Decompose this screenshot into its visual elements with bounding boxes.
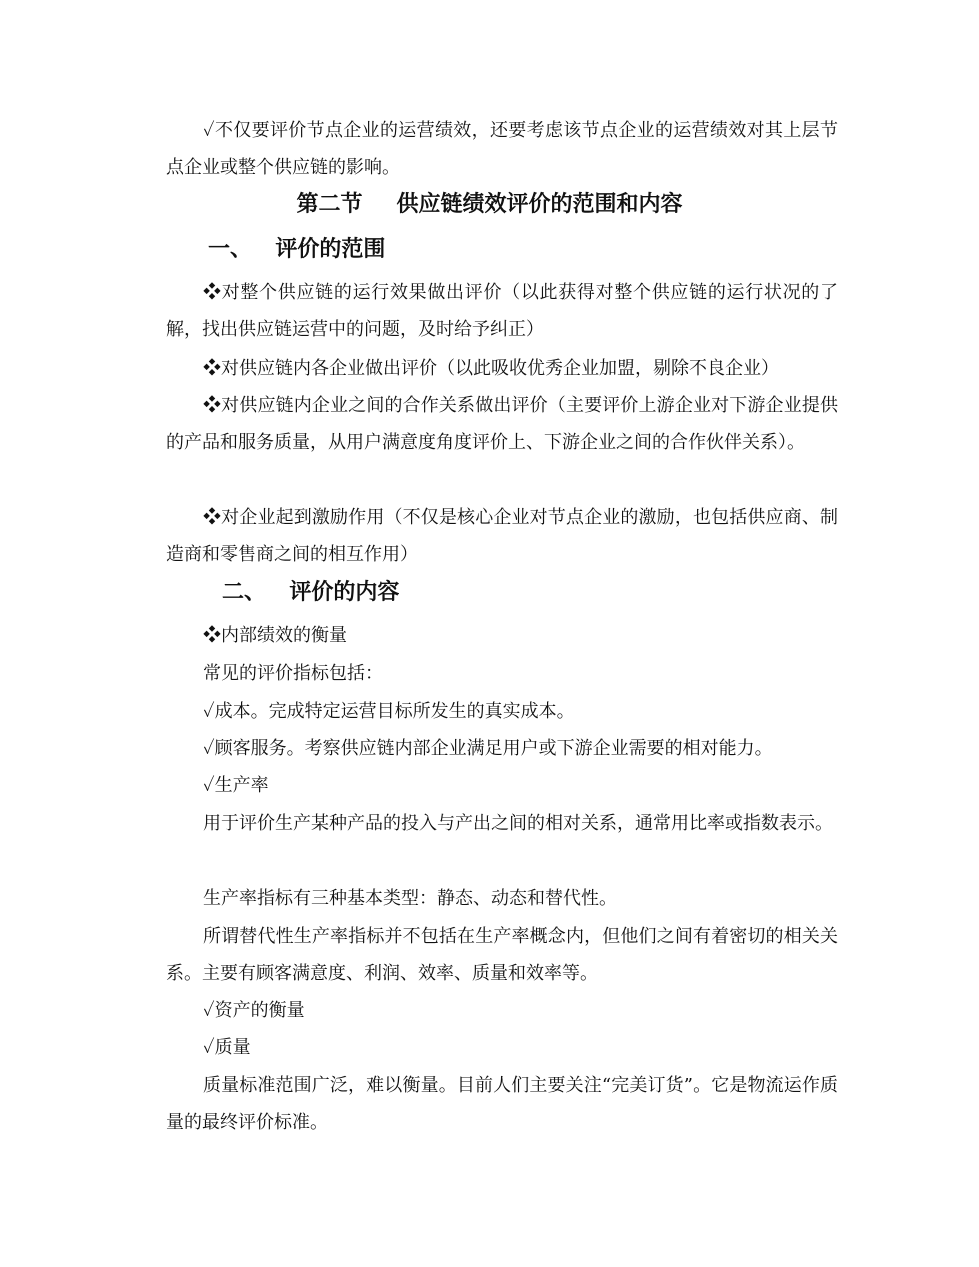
subheading-content-name: 评价的内容 — [289, 580, 400, 605]
paragraph-quality-standard: 质量标准范围广泛，难以衡量。目前人们主要关注“完美订货”。它是物流运作质量的最终评价标准。 — [166, 1075, 838, 1133]
paragraph-internal-performance: ❖内部绩效的衡量 — [203, 625, 347, 646]
paragraph-asset-measurement: ✓资产的衡量 — [203, 1000, 305, 1021]
paragraph-productivity-types: 生产率指标有三种基本类型：静态、动态和替代性。 — [203, 888, 617, 909]
subheading-scope-name: 评价的范围 — [275, 237, 386, 262]
paragraph-cost: ✓成本。完成特定运营目标所发生的真实成本。 — [203, 701, 575, 722]
paragraph-scope-3: ❖对供应链内企业之间的合作关系做出评价（主要评价上游企业对下游企业提供的产品和服务质量，从用户满意度角度评价上、下游企业之间的合作伙伴关系）。 — [166, 395, 838, 453]
section-name: 供应链绩效评价的范围和内容 — [396, 192, 683, 217]
paragraph-common-indicators: 常见的评价指标包括： — [203, 663, 383, 684]
subheading-scope-number: 一、 — [208, 237, 253, 262]
paragraph-substitute-productivity: 所谓替代性生产率指标并不包括在生产率概念内，但他们之间有着密切的相关关系。主要有顾客满意度、利润、效率、质量和效率等。 — [166, 926, 838, 984]
subheading-scope — [208, 235, 385, 265]
paragraph-customer-service: ✓顾客服务。考察供应链内部企业满足用户或下游企业需要的相对能力。 — [203, 738, 773, 759]
paragraph-productivity: ✓生产率 — [203, 775, 269, 796]
paragraph-scope-1: ❖对整个供应链的运行效果做出评价（以此获得对整个供应链的运行状况的了解，找出供应链运营中的问题，及时给予纠正） — [166, 282, 838, 340]
paragraph-node-performance: ✓不仅要评价节点企业的运营绩效，还要考虑该节点企业的运营绩效对其上层节点企业或整个供应链的影响。 — [166, 120, 838, 178]
section-number: 第二节 — [296, 192, 363, 217]
paragraph-quality: ✓质量 — [203, 1037, 251, 1058]
subheading-content — [222, 578, 399, 608]
paragraph-productivity-definition: 用于评价生产某种产品的投入与产出之间的相对关系，通常用比率或指数表示。 — [203, 813, 833, 834]
paragraph-scope-2: ❖对供应链内各企业做出评价（以此吸收优秀企业加盟，剔除不良企业） — [203, 358, 779, 379]
section-title — [0, 190, 979, 220]
paragraph-scope-4: ❖对企业起到激励作用（不仅是核心企业对节点企业的激励，也包括供应商、制造商和零售商之间的相互作用） — [166, 507, 838, 565]
subheading-content-number: 二、 — [222, 580, 267, 605]
